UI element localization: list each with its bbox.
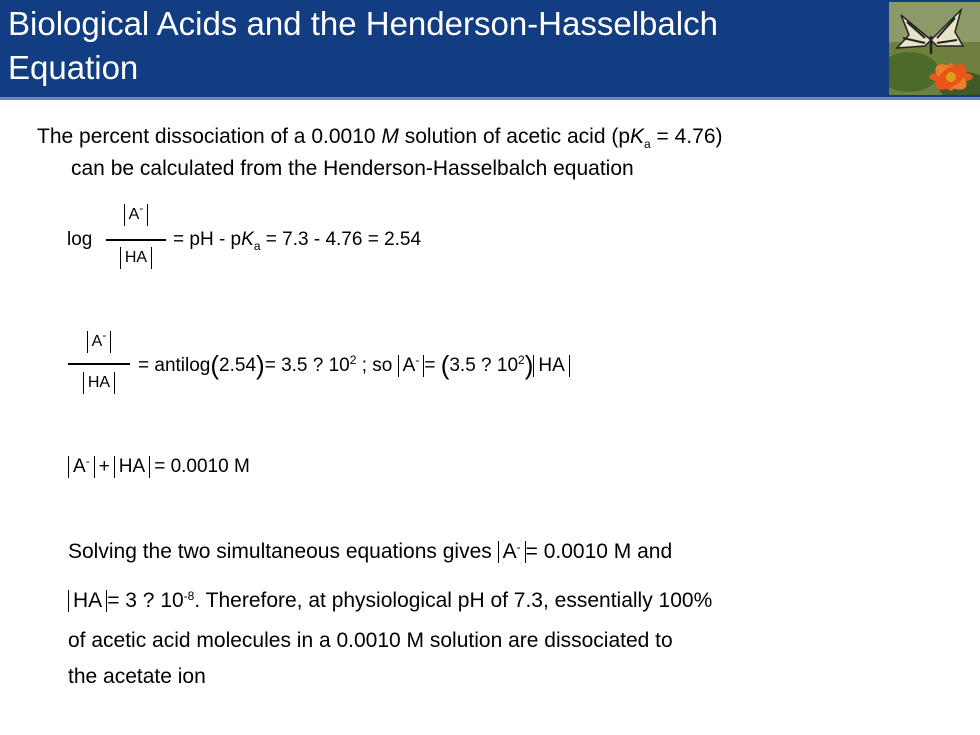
eq3-a-sup: - <box>85 454 90 468</box>
solution-value: = 3 ? 10 <box>107 589 184 612</box>
eq2-a-bracket <box>398 355 425 377</box>
eq2-num-text: A <box>91 333 103 350</box>
eq1-fraction <box>106 200 166 284</box>
eq2-denominator <box>68 372 130 394</box>
eq2-fraction <box>68 325 130 409</box>
eq1-rhs-b: = 7.3 - 4.76 = 2.54 <box>260 229 422 250</box>
eq1-k: K <box>241 229 254 250</box>
eq1-log: log <box>67 229 93 250</box>
eq1-rhs <box>173 229 421 251</box>
eq3-plus: + <box>98 456 110 477</box>
eq2-a: A <box>402 355 416 376</box>
intro-k-subscript: a <box>644 137 651 151</box>
intro-molar: M <box>381 125 399 148</box>
solution-line-4: the acetate ion <box>68 665 206 688</box>
solution-line-3: of acetic acid molecules in a 0.0010 M solution are dissociated to <box>68 629 673 652</box>
eq1-denominator <box>106 247 166 269</box>
intro-text-c: = 4.76) <box>650 125 723 148</box>
eq2-value2: 3.5 ? 10 <box>449 355 519 376</box>
solution-text-c: . Therefore, at physiological pH of 7.3, essentially 100% <box>194 589 713 612</box>
eq2-ha-bracket <box>533 355 569 377</box>
eq1-den-text: HA <box>124 249 148 266</box>
eq2-a-sup: - <box>415 353 420 367</box>
solution-a-sup: - <box>516 540 521 554</box>
butterfly-photo <box>889 2 980 95</box>
slide-title <box>8 2 888 90</box>
eq3-rhs: = 0.0010 M <box>154 456 250 477</box>
intro-line-2: can be calculated from the Henderson-Hasselbalch equation <box>71 157 634 180</box>
eq1-num-sup: - <box>139 201 144 215</box>
eq2-exp2: 2 <box>518 353 525 367</box>
eq2-value: = 3.5 ? 10 <box>264 355 350 376</box>
solution-a: A <box>502 540 517 563</box>
eq2-rhs <box>138 350 570 380</box>
solution-line-2 <box>68 588 712 614</box>
eq1-num-text: A <box>128 206 140 223</box>
title-banner <box>0 0 980 97</box>
intro-k: K <box>630 125 645 148</box>
eq2-ha: HA <box>538 355 565 376</box>
eq2-lparen2: ( <box>440 350 450 380</box>
eq2-den-text: HA <box>87 374 111 391</box>
solution-text-a: Solving the two simultaneous equations gives <box>68 540 498 563</box>
intro-text-a: The percent dissociation of a 0.0010 <box>37 125 382 148</box>
eq2-equals: = <box>424 355 441 376</box>
solution-text-b: = 0.0010 M and <box>525 540 673 563</box>
intro-text-b: solution of acetic acid (p <box>398 125 631 148</box>
eq3-a: A <box>73 456 86 477</box>
eq2-exp1: 2 <box>349 353 357 367</box>
eq3 <box>68 456 250 478</box>
eq2-arg: 2.54 <box>219 355 257 376</box>
slide-title-line2: Equation <box>8 49 139 86</box>
eq2-lparen: ( <box>210 350 220 380</box>
title-underline <box>0 97 980 100</box>
eq3-a-bracket <box>68 456 95 478</box>
slide-title-line1: Biological Acids and the Henderson-Hasselbalch <box>8 5 718 42</box>
eq2-numerator <box>68 328 130 353</box>
solution-line-1 <box>68 539 672 565</box>
eq2-num-sup: - <box>102 328 107 342</box>
eq2-so: ; so <box>356 355 398 376</box>
eq1-rhs-a: = pH - p <box>173 229 242 250</box>
eq2-antilog: = antilog <box>138 355 211 376</box>
eq2-rparen: ) <box>256 350 265 380</box>
solution-ha-bracket <box>68 590 107 612</box>
solution-a-bracket <box>498 541 526 563</box>
eq1-k-subscript: a <box>253 239 261 253</box>
eq2-rparen2: ) <box>524 350 534 380</box>
eq1-numerator <box>106 201 166 226</box>
intro-line-1 <box>37 124 723 150</box>
eq3-ha: HA <box>118 456 146 477</box>
eq1-fraction-bar <box>106 239 166 241</box>
eq3-ha-bracket <box>114 456 150 478</box>
solution-ha: HA <box>73 589 103 612</box>
eq2-fraction-bar <box>68 363 130 365</box>
solution-exp: -8 <box>183 589 195 603</box>
